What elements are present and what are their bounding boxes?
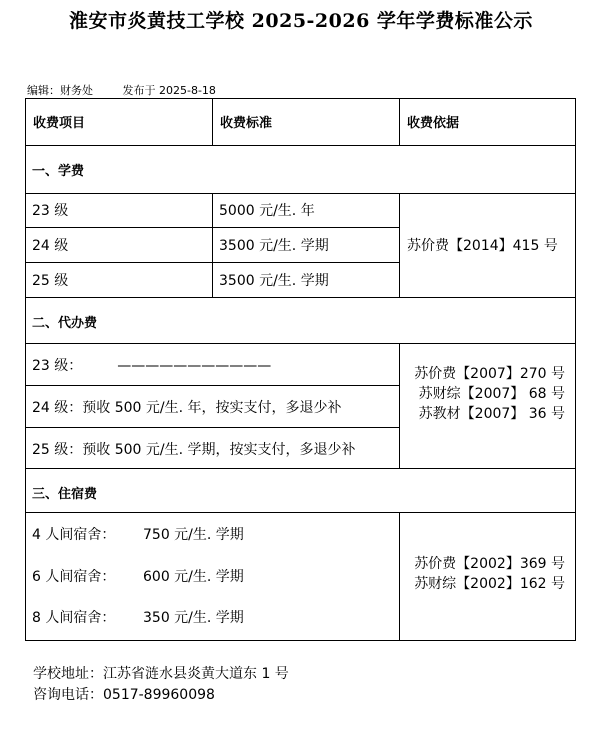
agency-basis [407,364,565,424]
basis-line: 苏教材【2007】 36 号 [418,406,565,422]
table-row-standard: 3500 元/生. 学期 [219,273,329,289]
table-row-standard: 3500 元/生. 学期 [219,238,329,254]
basis-line: 苏价费【2014】415 号 [407,238,558,254]
lodging-basis [407,554,565,594]
basis-line: 苏价费【2007】270 号 [414,366,565,382]
section-tuition: 一、学费 [32,164,85,179]
table-row: 25 级：预收 500 元/生. 学期，按实支付，多退少补 [32,442,356,458]
table-row-item: 24 级 [32,238,69,254]
school-address: 学校地址：江苏省涟水县炎黄大道东 1 号 [33,666,289,682]
lodging-fee: 750 元/生. 学期 [143,527,244,543]
publish-date: 发布于 2025-8-18 [122,84,216,97]
basis-line: 苏财综【2002】162 号 [414,576,565,592]
page-title: 淮安市炎黄技工学校 2025-2026 学年学费标准公示 [69,10,533,32]
header-standard: 收费标准 [220,116,273,131]
lodging-room: 6 人间宿舍： [32,569,116,585]
section-lodging: 三、住宿费 [32,487,98,502]
lodging-room: 4 人间宿舍： [32,527,116,543]
compiler-label: 编辑：财务处 [27,84,93,97]
header-item: 收费项目 [33,116,86,131]
lodging-room: 8 人间宿舍： [32,610,116,626]
basis-line: 苏财综【2007】 68 号 [418,386,565,402]
table-row-standard: 5000 元/生. 年 [219,203,315,219]
table-row: 24 级：预收 500 元/生. 年，按实支付，多退少补 [32,400,342,416]
lodging-fee: 350 元/生. 学期 [143,610,244,626]
tuition-basis [407,236,558,256]
lodging-fee: 600 元/生. 学期 [143,569,244,585]
table-row-item: 25 级 [32,273,69,289]
header-basis: 收费依据 [407,116,460,131]
contact-phone: 咨询电话：0517-89960098 [33,687,215,703]
table-row: 23 级： ——————————— [32,358,272,374]
contact-info [33,664,289,706]
basis-line: 苏价费【2002】369 号 [414,556,565,572]
table-row-item: 23 级 [32,203,69,219]
section-agency: 二、代办费 [32,316,98,331]
